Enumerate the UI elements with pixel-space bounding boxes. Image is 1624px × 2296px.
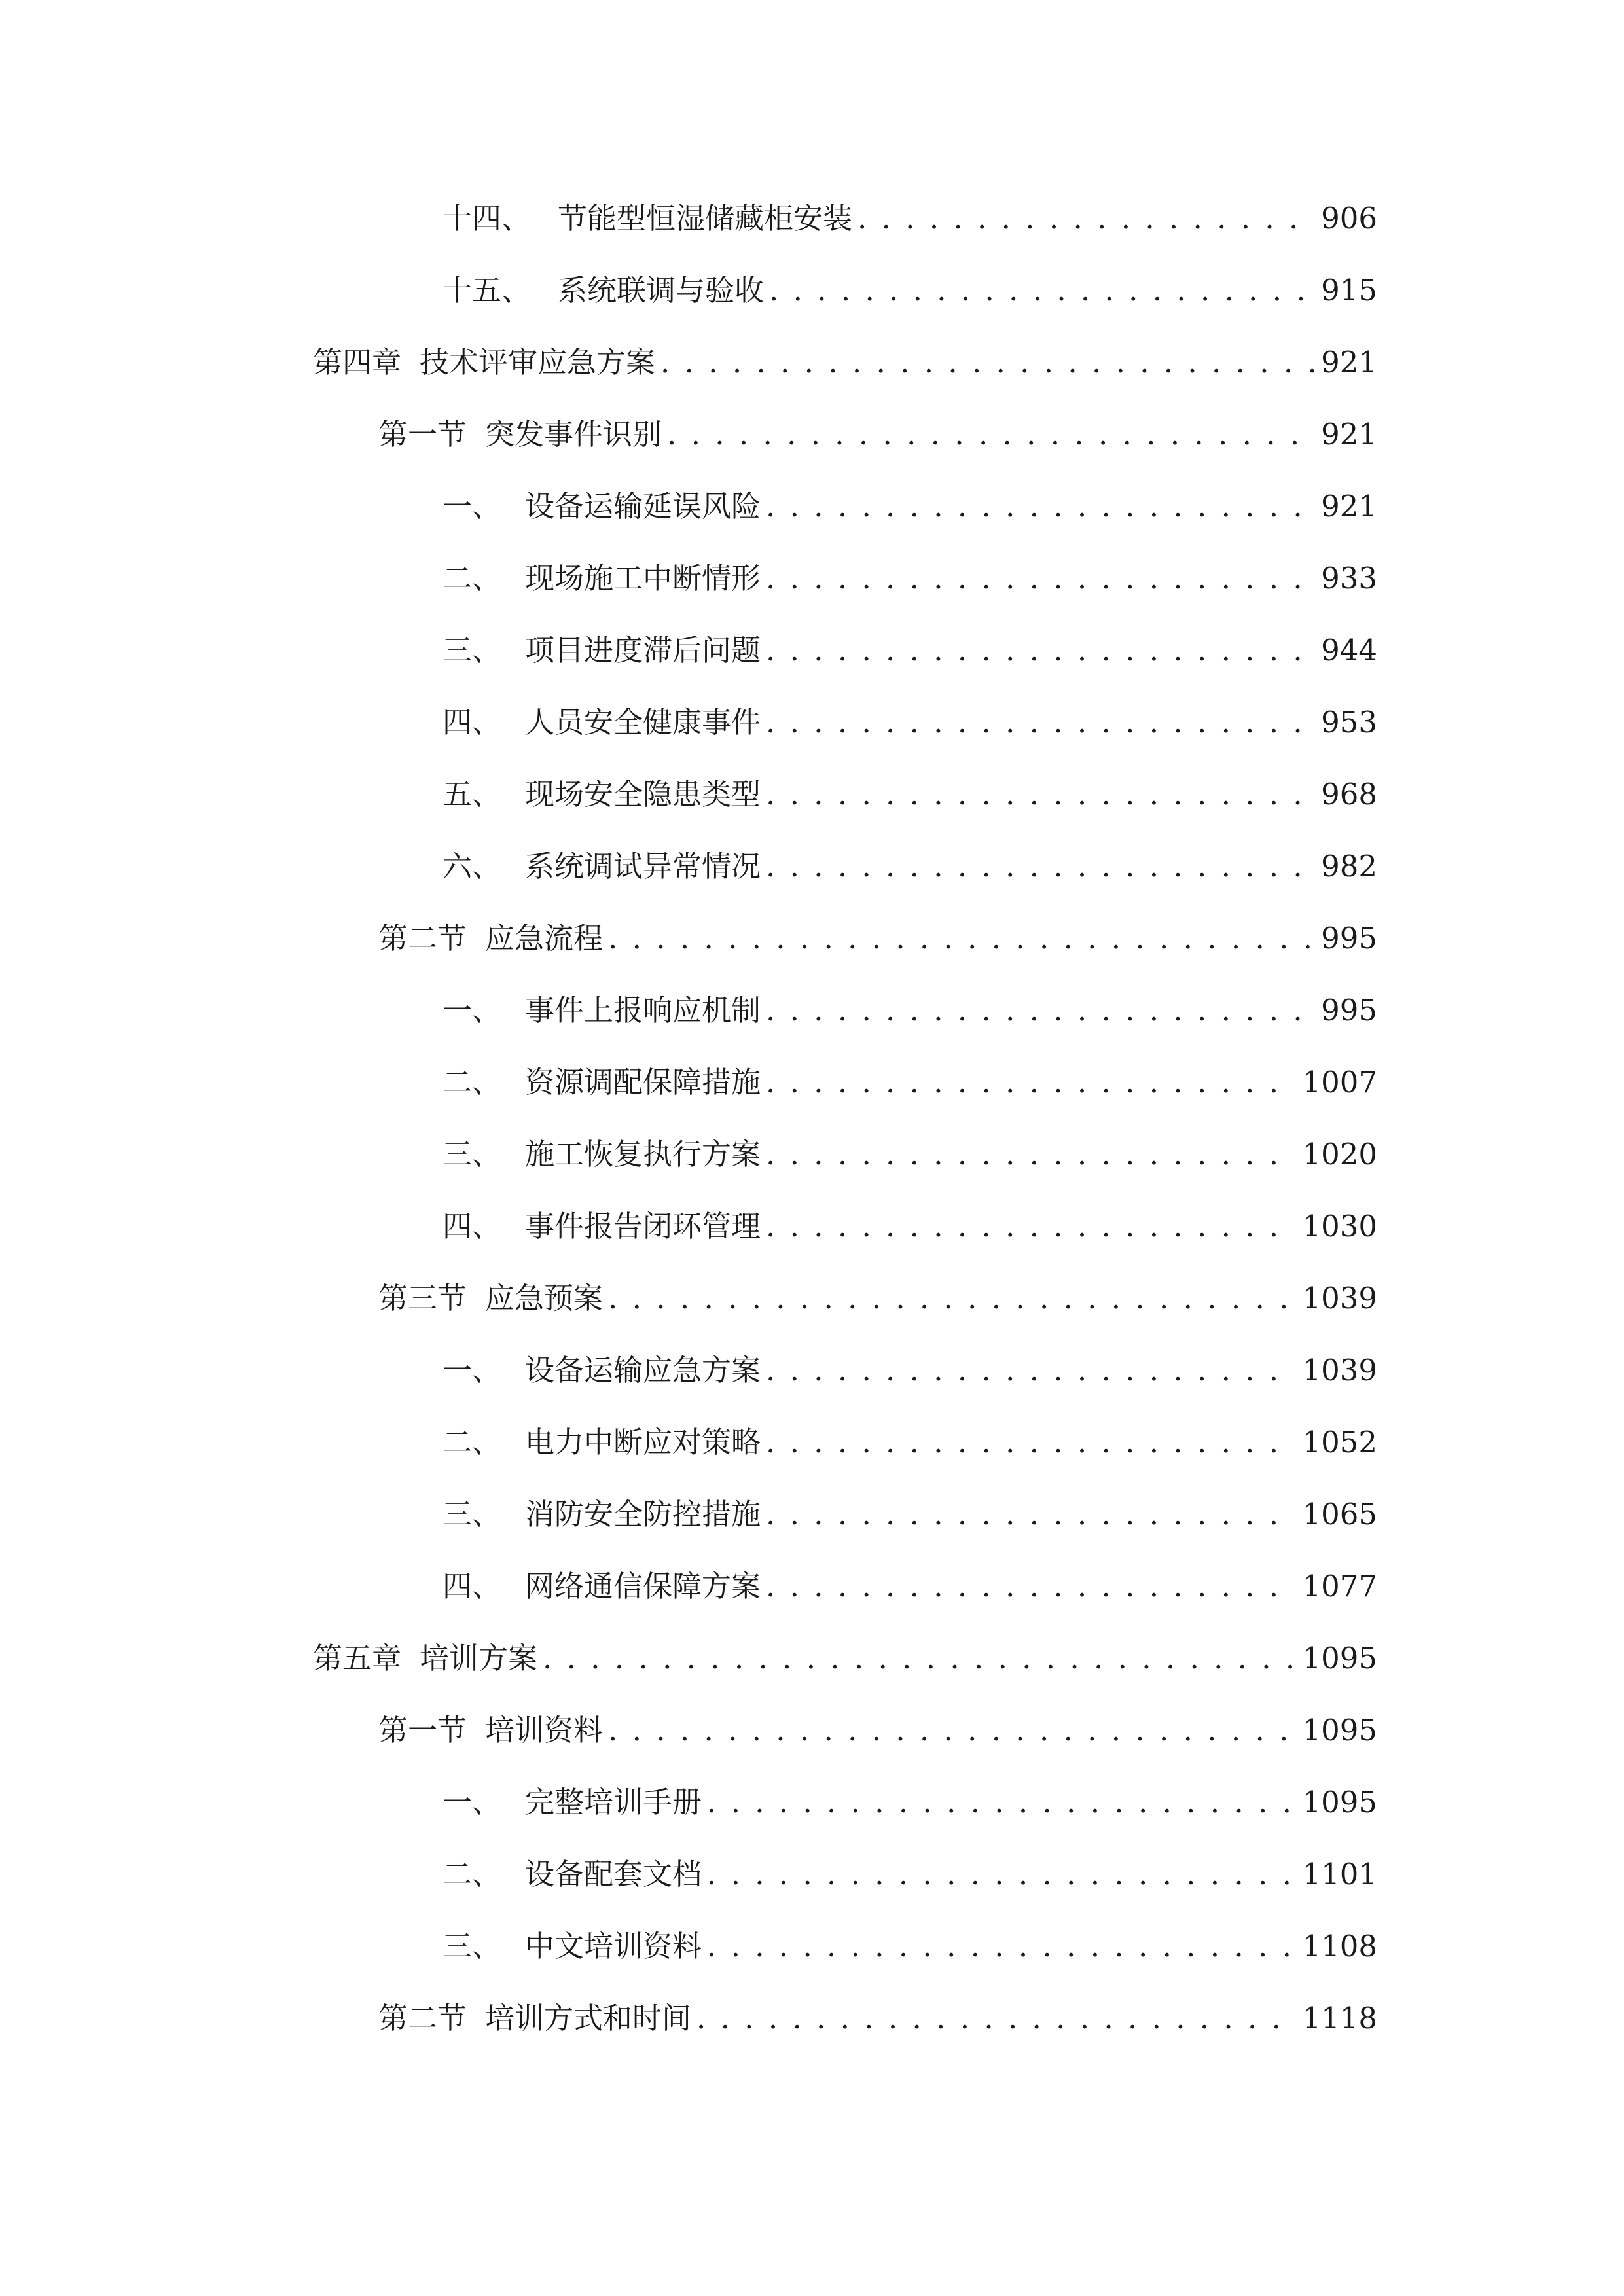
dot-leader [766,696,1314,749]
toc-section-title: 培训方式和时间 [485,2001,692,2036]
toc-entry-number: 四、 [442,705,502,740]
toc-section-number: 第一节 [378,1713,467,1748]
toc-entry-title: 电力中断应对策略 [525,1425,761,1460]
toc-chapter-page: 1095 [1302,1641,1377,1676]
toc-entry[interactable] [442,1416,1377,1469]
toc-chapter-title: 技术评审应急方案 [420,345,656,380]
toc-section[interactable] [378,912,1377,965]
dot-leader [608,912,1314,965]
toc-entry-number: 三、 [442,633,502,668]
dot-leader [766,624,1314,677]
toc-section-number: 第一节 [378,417,467,452]
toc-entry-title: 资源调配保障措施 [525,1065,761,1100]
toc-section-number: 第二节 [378,921,467,956]
toc-entry-title: 网络通信保障方案 [525,1569,761,1604]
dot-leader [766,480,1314,533]
toc-entry-title: 中文培训资料 [525,1929,702,1964]
toc-entry-page: 1108 [1302,1929,1377,1964]
toc-entry-title: 完整培训手册 [525,1785,702,1820]
toc-entry-number: 三、 [442,1497,502,1532]
toc-section[interactable] [378,1704,1377,1757]
toc-entry-number: 一、 [442,1785,502,1820]
toc-entry-title: 系统联调与验收 [558,273,765,308]
toc-entry-number: 二、 [442,1065,502,1100]
toc-chapter[interactable] [313,1632,1377,1685]
toc-entry-title: 设备运输应急方案 [525,1353,761,1388]
toc-section[interactable] [378,408,1377,461]
toc-section-title: 应急流程 [485,921,604,956]
toc-entry-number: 二、 [442,561,502,596]
dot-leader [707,1920,1295,1973]
toc-section-title: 突发事件识别 [485,417,662,452]
toc-entry[interactable] [442,1488,1377,1541]
toc-section-title: 应急预案 [485,1281,604,1316]
dot-leader [608,1272,1295,1325]
toc-section[interactable] [378,1992,1377,2045]
toc-entry-title: 系统调试异常情况 [525,849,761,884]
toc-entry-title: 设备配套文档 [525,1857,702,1892]
toc-entry[interactable] [442,1560,1377,1613]
dot-leader [660,336,1314,389]
toc-chapter[interactable] [313,336,1377,389]
toc-entry-number: 一、 [442,1353,502,1388]
toc-entry-page: 953 [1321,705,1377,740]
toc-section-number: 第二节 [378,2001,467,2036]
toc-section-page: 995 [1321,921,1377,956]
toc-entry-number: 一、 [442,993,502,1028]
toc-entry-page: 1030 [1302,1209,1377,1244]
dot-leader [766,1344,1295,1397]
dot-leader [707,1848,1295,1901]
toc-entry[interactable] [442,768,1377,821]
toc-entry[interactable] [442,1200,1377,1253]
toc-section[interactable] [378,1272,1377,1325]
toc-entry-number: 四、 [442,1209,502,1244]
toc-entry-page: 944 [1321,633,1377,668]
toc-entry-title: 人员安全健康事件 [525,705,761,740]
dot-leader [696,1992,1295,2045]
toc-entry-page: 995 [1321,993,1377,1028]
toc-entry-title: 消防安全防控措施 [525,1497,761,1532]
dot-leader [543,1632,1295,1685]
dot-leader [766,1560,1295,1613]
dot-leader [766,1200,1295,1253]
toc-section-number: 第三节 [378,1281,467,1316]
toc-entry[interactable] [442,984,1377,1037]
toc-entry-page: 1065 [1302,1497,1377,1532]
toc-entry-number: 十五、 [442,273,532,308]
toc-entry-page: 1039 [1302,1353,1377,1388]
toc-entry-title: 施工恢复执行方案 [525,1137,761,1172]
toc-entry-page: 915 [1321,273,1377,308]
toc-entry-title: 项目进度滞后问题 [525,633,761,668]
toc-section-page: 1039 [1302,1281,1377,1316]
toc-entry[interactable] [442,1128,1377,1181]
toc-entry-title: 现场施工中断情形 [525,561,761,596]
toc-entry-number: 十四、 [442,201,532,236]
toc-entry-title: 事件报告闭环管理 [525,1209,761,1244]
toc-entry-page: 1095 [1302,1785,1377,1820]
toc-entry[interactable] [442,1344,1377,1397]
toc-entry[interactable] [442,696,1377,749]
toc-entry[interactable] [442,1920,1377,1973]
toc-entry-number: 二、 [442,1857,502,1892]
toc-entry-number: 五、 [442,777,502,812]
toc-entry[interactable] [442,480,1377,533]
toc-entry-title: 现场安全隐患类型 [525,777,761,812]
toc-chapter-page: 921 [1321,345,1377,380]
toc-entry[interactable] [442,552,1377,605]
toc-entry-page: 982 [1321,849,1377,884]
toc-entry-page: 1101 [1302,1857,1377,1892]
toc-chapter-title: 培训方案 [420,1641,538,1676]
dot-leader [857,192,1314,245]
toc-entry[interactable] [442,1056,1377,1109]
dot-leader [766,984,1314,1037]
toc-entry[interactable] [442,192,1377,245]
toc-entry[interactable] [442,264,1377,317]
dot-leader [766,1056,1295,1109]
toc-entry-title: 事件上报响应机制 [525,993,761,1028]
toc-chapter-number: 第五章 [313,1641,402,1676]
toc-entry-page: 1052 [1302,1425,1377,1460]
toc-entry-number: 四、 [442,1569,502,1604]
toc-entry[interactable] [442,840,1377,893]
toc-entry-page: 933 [1321,561,1377,596]
dot-leader [707,1776,1295,1829]
toc-section-title: 培训资料 [485,1713,604,1748]
dot-leader [766,1128,1295,1181]
toc-entry[interactable] [442,624,1377,677]
dot-leader [766,768,1314,821]
toc-entry-page: 921 [1321,489,1377,524]
toc-entry-page: 1007 [1302,1065,1377,1100]
dot-leader [766,552,1314,605]
dot-leader [766,1488,1295,1541]
dot-leader [667,408,1314,461]
toc-entry[interactable] [442,1848,1377,1901]
toc-entry-number: 一、 [442,489,502,524]
toc-entry[interactable] [442,1776,1377,1829]
dot-leader [608,1704,1295,1757]
dot-leader [766,1416,1295,1469]
toc-entry-number: 三、 [442,1137,502,1172]
toc-section-page: 921 [1321,417,1377,452]
toc-section-page: 1095 [1302,1713,1377,1748]
toc-entry-number: 二、 [442,1425,502,1460]
toc-entry-page: 968 [1321,777,1377,812]
toc-entry-page: 1020 [1302,1137,1377,1172]
toc-entry-page: 906 [1321,201,1377,236]
toc-entry-title: 节能型恒湿储藏柜安装 [558,201,853,236]
toc-section-page: 1118 [1302,2001,1377,2036]
toc-chapter-number: 第四章 [313,345,402,380]
toc-entry-number: 三、 [442,1929,502,1964]
toc-entry-title: 设备运输延误风险 [525,489,761,524]
toc-entry-page: 1077 [1302,1569,1377,1604]
dot-leader [769,264,1314,317]
toc-entry-number: 六、 [442,849,502,884]
dot-leader [766,840,1314,893]
